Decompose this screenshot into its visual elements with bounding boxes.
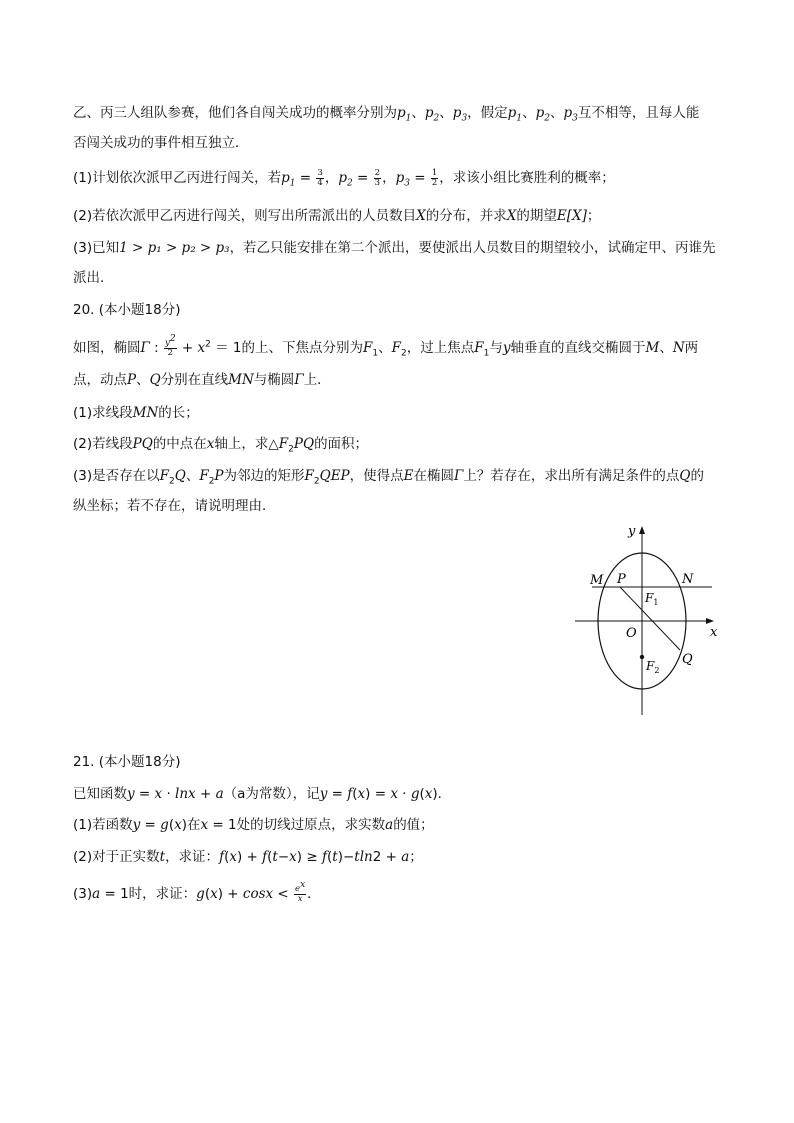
p2: $p_2$ (424, 105, 440, 124)
q20-text: ，使得点 (349, 468, 404, 484)
q20-line2: 点，动点P、Q分别在直线MN与椭圆Γ上． (73, 372, 331, 388)
inequality: 1 > p₁ > p₂ > p₃ (119, 240, 230, 256)
q21-sub2: (2)对于正实数t，求证：f(x) + f(t−x) ≥ f(t)−tln2 + a； (73, 849, 423, 865)
q21-text: ，求证： (165, 849, 220, 865)
p2-eq: $p_2$ (338, 170, 353, 189)
q21-sub1: (1)若函数y = g(x)在x = 1处的切线过原点，求实数a的值； (73, 817, 434, 833)
label-Q: Q (682, 652, 693, 667)
q19-sub3-line2: 派出． (73, 270, 114, 286)
q20-text: 如图，椭圆 (73, 340, 141, 356)
q20-text: 的面积； (314, 436, 369, 452)
var-X: X (506, 208, 517, 224)
label-O: O (626, 626, 637, 641)
q20-text: 上？若存在，求出所有满足条件的点 (463, 468, 680, 484)
q20-text: ＝ 1的上、下焦点分别为 (215, 340, 364, 356)
label-F2: $F_2$ (646, 659, 660, 675)
label-M: M (590, 573, 604, 588)
label-F1: $F_1$ (645, 591, 659, 607)
frac-2-3: $\frac{2}{3}$ (374, 167, 381, 188)
q21-text: (1)若函数 (73, 817, 133, 833)
q19-line1 (73, 103, 699, 123)
q21-text: 时，求证： (128, 886, 197, 902)
q21-header: 21. (本小题18分) (73, 754, 181, 770)
q21-text: 在 (187, 817, 201, 833)
sub3-text: ，若乙只能安排在第二个派出，要使派出人员数目的期望较小，试确定甲、丙谁先 (229, 240, 716, 256)
q19-sub3 (73, 238, 716, 258)
frac-1-2: $\frac{1}{2}$ (431, 167, 438, 188)
q20-text: 分别在直线 (160, 372, 229, 388)
p3-eq: $p_3$ (395, 170, 410, 189)
p1: $p_1$ (397, 105, 412, 124)
sep: 、 (549, 105, 564, 121)
label-N: N (682, 572, 694, 587)
q20-text: (3)是否存在以 (73, 468, 160, 484)
frac-ex-x: $\frac{e^x}{x}$ (295, 879, 306, 904)
x-axis-arrow (706, 618, 714, 624)
q19-text: 互不相等，且每人能 (577, 105, 700, 121)
expectation: E[X] (556, 208, 587, 224)
q21-text: (2)对于正实数 (73, 849, 160, 865)
q20-text: 点，动点 (73, 372, 127, 388)
q21-text: ． (437, 786, 452, 802)
focus-F2-point (640, 655, 644, 659)
sub1-text: (1)计划依次派甲乙丙进行闯关，若 (73, 170, 282, 186)
q20-text: 轴上，求 (214, 436, 269, 452)
q19-text: ，假定 (467, 105, 508, 121)
q21-text: 已知函数 (73, 786, 127, 802)
q20-sub1: (1)求线段MN的长； (73, 405, 199, 421)
label-P: P (617, 572, 626, 587)
sub2-text: (2)若依次派甲乙丙进行闯关，则写出所需派出的人员数目 (73, 208, 417, 224)
ellipse-figure (570, 520, 730, 720)
q20-text: 在椭圆 (413, 468, 454, 484)
q19-sub2 (73, 206, 600, 226)
p3: $p_3$ (452, 105, 468, 124)
q20-text: 的长； (158, 405, 199, 421)
q20-text: 的 (690, 468, 704, 484)
p3: $p_3$ (563, 105, 578, 124)
q20-line1: 如图，椭圆Γ : $\frac{y^2}{2}$ + $x^2 = 1$的上、下焦点分别为$F_1$、$F_2$，过上焦点$F_1$与y轴垂直的直线交椭圆于M、N两 (73, 333, 699, 359)
frac-y2-2: $\frac{y^2}{2}$ (165, 333, 176, 358)
label-y: y (628, 524, 636, 539)
sub3-text: (3)已知 (73, 240, 120, 256)
q21-text: （a为常数），记 (223, 786, 320, 802)
sep: 、 (439, 105, 453, 121)
q19-text: 乙、丙三人组队参赛，他们各自闯关成功的概率分别为 (73, 105, 397, 121)
q21-text: ． (307, 886, 321, 902)
q20-text: 轴垂直的直线交椭圆于 (510, 340, 646, 356)
p2: $p_2$ (535, 105, 550, 124)
q20-text: 的中点在 (152, 436, 207, 452)
frac-3-4: $\frac{3}{4}$ (317, 167, 323, 188)
sub2-text: 的期望 (516, 208, 557, 224)
q21-text: ； (409, 849, 423, 865)
label-x: x (710, 625, 718, 640)
q20-text: 与 (489, 340, 503, 356)
q21-text: (3) (73, 886, 93, 902)
p1: $p_1$ (507, 105, 523, 124)
q20-text: 两 (684, 340, 699, 356)
q21-line1: 已知函数y = x · lnx + a（a为常数），记y = f(x) = x · g(x)． (73, 786, 452, 802)
q21-sub3: (3)a = 1时，求证：g(x) + cosx < $\frac{e^x}{x}$ ． (73, 879, 321, 904)
q20-header: 20. (本小题18分) (73, 302, 181, 318)
q19-line2: 否闯关成功的事件相互独立． (73, 135, 249, 151)
q20-text: 为邻边的矩形 (223, 468, 305, 484)
q20-text: (1)求线段 (73, 405, 133, 421)
q20-sub2: (2)若线段PQ的中点在x轴上，求$\triangle F_2PQ$的面积； (73, 436, 369, 455)
var-X: X (416, 208, 426, 224)
sub2-text: 的分布，并求 (425, 208, 507, 224)
q20-text: (2)若线段 (73, 436, 133, 452)
sub1-text: ，求该小组比赛胜利的概率； (439, 170, 615, 186)
sub2-text: ； (586, 208, 601, 224)
q20-sub3: (3)是否存在以$F_2Q$、$F_2P$为邻边的矩形$F_2QEP$，使得点E在椭圆Γ上？若存在，求出所有满足条件的点Q的 (73, 468, 704, 487)
q20-text: ，过上焦点 (406, 340, 475, 356)
q20-text: 与椭圆 (253, 372, 295, 388)
sep: 、 (522, 105, 536, 121)
q19-sub1: (1)计划依次派甲乙丙进行闯关，若$p_1$ = $\frac{3}{4}$ ，$p_2$ = $\frac{2}{3}$ ，$p_3$ = $\frac{1}{2}$ ，求该小组比赛胜利的概率； (73, 167, 615, 189)
y-axis-arrow (639, 526, 645, 534)
q20-text: 上． (303, 372, 331, 388)
gamma: Γ (140, 340, 150, 356)
q21-text: 处的切线过原点，求实数 (236, 817, 386, 833)
p1-eq: $p_1$ (281, 170, 296, 189)
q20-sub3-line2: 纵坐标；若不存在，请说明理由． (73, 498, 276, 514)
q21-text: 的值； (393, 817, 434, 833)
sep: 、 (411, 105, 425, 121)
